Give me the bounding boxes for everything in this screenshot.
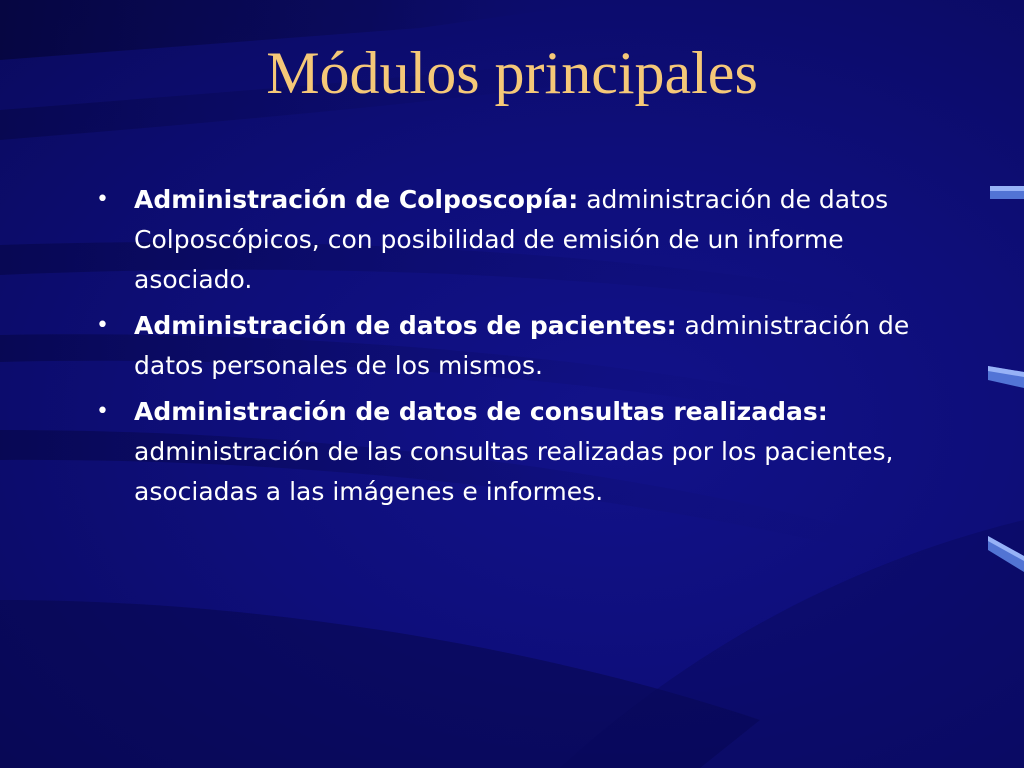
bullet-description: administración de datos personales de los mismos. — [134, 311, 910, 380]
bullet-term: Administración de datos de consultas realizadas: — [134, 397, 828, 426]
slide-title: Módulos principales — [266, 40, 758, 106]
bullet-icon: • — [96, 313, 109, 338]
bullet-icon: • — [96, 187, 109, 212]
bullet-item-pacientes — [96, 306, 946, 386]
bullet-list — [96, 180, 946, 518]
bullet-icon: • — [96, 399, 109, 424]
bullet-description: administración de datos Colposcópicos, con posibilidad de emisión de un informe asociado. — [134, 185, 889, 294]
bullet-description: administración de las consultas realizadas por los pacientes, asociadas a las imágenes e informes. — [134, 437, 894, 506]
bullet-term: Administración de datos de pacientes: — [134, 311, 677, 340]
bullet-item-colposcopia — [96, 180, 946, 300]
bullet-term: Administración de Colposcopía: — [134, 185, 579, 214]
bullet-item-consultas — [96, 392, 946, 512]
